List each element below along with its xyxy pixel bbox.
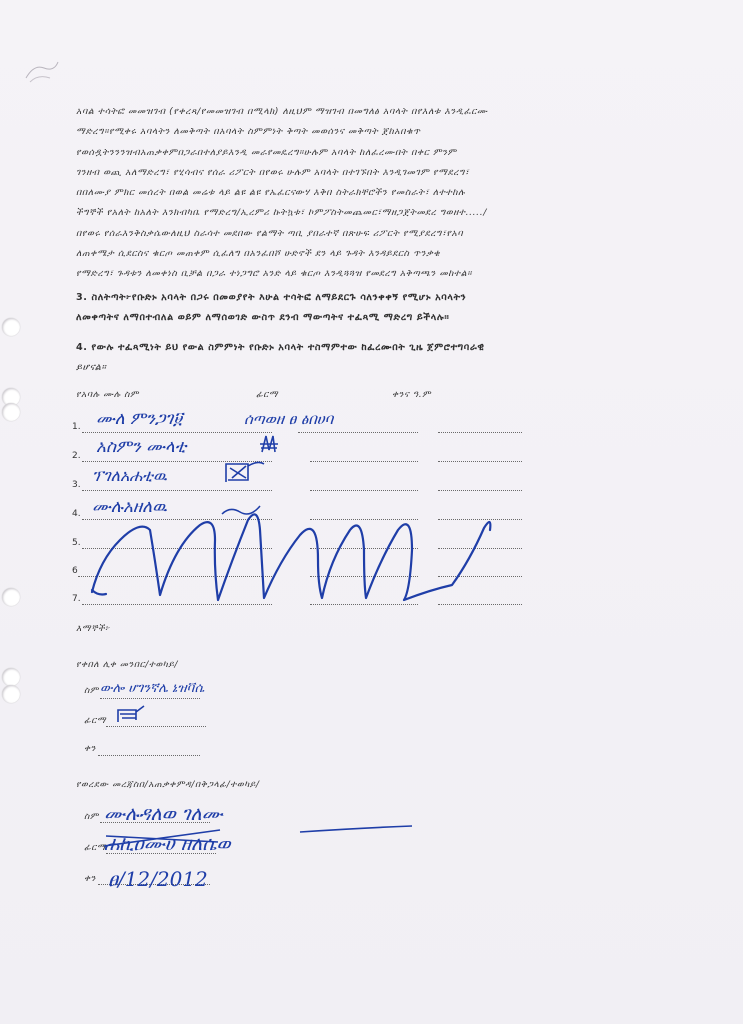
- handwritten-transferrer-date: ፀ/12/2012: [108, 867, 208, 891]
- paragraph-line: የማድረግ፣ ጉዳቱን ለመቀነስ ቢቻል በጋራ ተነጋግሮ አንድ ላይ ቁርጦ እንዲጓጓዝ የመደረግ አቅጣጫን መከተል።: [76, 268, 473, 280]
- paragraph-line: ችግኞች የአለት ከአለት እንክብካቤ የማድረግ/ኢረምሪ ኩትኳቱ፣ ኮምፖስትመጨመር፣ማዘጋጀትመደረ ግወዘተ...../: [76, 207, 487, 219]
- row-number: 6: [72, 566, 78, 576]
- paragraph-line: በበለሙያ ምክር መሰረት በወል መሬቱ ላይ ልዩ ልዩ የኤፈርናውሃ እቅበ ስትራክቸሮችን የመስራት፣ ለተተከሉ: [76, 187, 466, 199]
- receiver-name-label: ስም: [84, 686, 99, 696]
- row-number: 3.: [72, 480, 81, 490]
- section-4-line: 4. የውሉ ተፈጻሚነት ይህ የውል ስምምነት የቡድኑ አባላት ተስማምተው ከፈረሙበት ጊዜ ጀምሮተግባራዊ: [76, 342, 485, 353]
- receiver-title: የቀበለ ሊቀ መንበር/ተወካይ/: [76, 660, 179, 670]
- witnesses-title: እማኞች፦: [76, 624, 111, 634]
- paragraph-line: በየወሩ የሰራእንቅስቃሴውለዚህ ስራሳተ መደበው የልማት ጣቢ ያበራተኛ በጽሁፍ ሪፖርት የሚያደረግ፣የአባ: [76, 227, 464, 239]
- row-number: 7.: [72, 594, 81, 604]
- row-number: 2.: [72, 451, 81, 461]
- handwritten-transferrer-name: ሙሉዳለወ ገለሙ: [104, 803, 223, 825]
- paragraph-line: ለጠቀሜታ ሲደርስና ቁርጦ መጠቀም ሲፈለግ በአንፈበሾ ሁድኖች ደን ላይ ጉዳት እንዳይደርስ ጥንቃቄ: [76, 248, 441, 260]
- crossed-out-rows: [92, 514, 490, 600]
- transferrer-signature-label: ፊርማ: [84, 843, 107, 853]
- header-member-name: የአባሉ ሙሉ ስም: [76, 390, 140, 400]
- section-3-line: ለመቀጣትና ለማበተብለል ወይም ለማሰወገድ ውስጥ ደንብ ማውጣትና ተፈጻሚ ማድረግ ይችላሉ።: [76, 312, 450, 323]
- handwritten-receiver-name: ውሎ ሆገንኛሌ ኔዝቫሴ: [100, 681, 205, 696]
- signature-mark: [260, 436, 278, 452]
- paragraph-line: አባል ተሳትፎ መመዝገብ (የቀረጻ/የመመዝገብ በሚላክ) ለዚህም ማዝገብ በመግለፅ አባላት በየእለቱ እንዲፈርሙ: [76, 106, 488, 117]
- receiver-signature-mark: [118, 706, 144, 722]
- header-signature: ፊርማ: [256, 390, 279, 400]
- row-number: 1.: [72, 422, 81, 432]
- paragraph-line: ማድረግ።የሚቀሩ አባላትን ለመቅጣት በአባላት ስምምነት ቅጣት መወሰንና መቅጣት ጀከአበቁጥ: [76, 126, 421, 138]
- paragraph-line: ገንዘብ ወጪ አለማድረግ፣ የሂሳብና የሰራ ሪፖርት በየወሩ ሁሉም አባላት በተገኙበት እንዲገመገም የማደረግ፣: [76, 166, 470, 178]
- handwritten-transferrer-signature: ሐኪዐሙሀ ዘለሴወ: [104, 833, 231, 855]
- section-3-line: 3. ስለትጣት፦የቡድኑ አባላት በጋሩ በመወያየት እሁል ተሳትፎ ለማይደርጉ ሳለንቀቀኝ የሚሆኑ አባላትን: [76, 292, 467, 303]
- handwritten-signature: ሰጣወዘ ፀ ፅበሀባ: [244, 410, 334, 428]
- section-4-line: ይሆናል።: [76, 362, 107, 373]
- paragraph-line: የወሰዷትንንንዝብአጠቃቀምበጋራበተለያይእንዲ መራየመዴረግ።ሁሉም አባላት ከለፈረሙበት በቀር ምንም: [76, 146, 457, 158]
- handwritten-member-name: ሙሉአዘለዉ: [92, 497, 167, 517]
- row-number: 5.: [72, 538, 81, 548]
- handwritten-member-name: ሙለ ምንጋገ፱: [96, 409, 183, 429]
- row-number: 4.: [72, 509, 81, 519]
- signature-mark: [226, 462, 264, 482]
- receiver-date-label: ቀን: [84, 744, 96, 754]
- transferrer-name-label: ስም: [84, 812, 99, 822]
- handwritten-member-name: ፕገለአሐቲዉ: [92, 466, 167, 485]
- signature-mark: [222, 506, 260, 514]
- transferrer-date-label: ቀን: [84, 874, 96, 884]
- header-date: ቀንና ዓ.ም: [392, 390, 432, 400]
- transferrer-title: የወረደው መረጃስበ/አጠቃቀምዳ/በቅጋላፊ/ተወካይ/: [76, 780, 260, 790]
- handwritten-member-name: አስምን ሙላቲ: [96, 437, 187, 457]
- receiver-signature-label: ፊርማ: [84, 716, 107, 726]
